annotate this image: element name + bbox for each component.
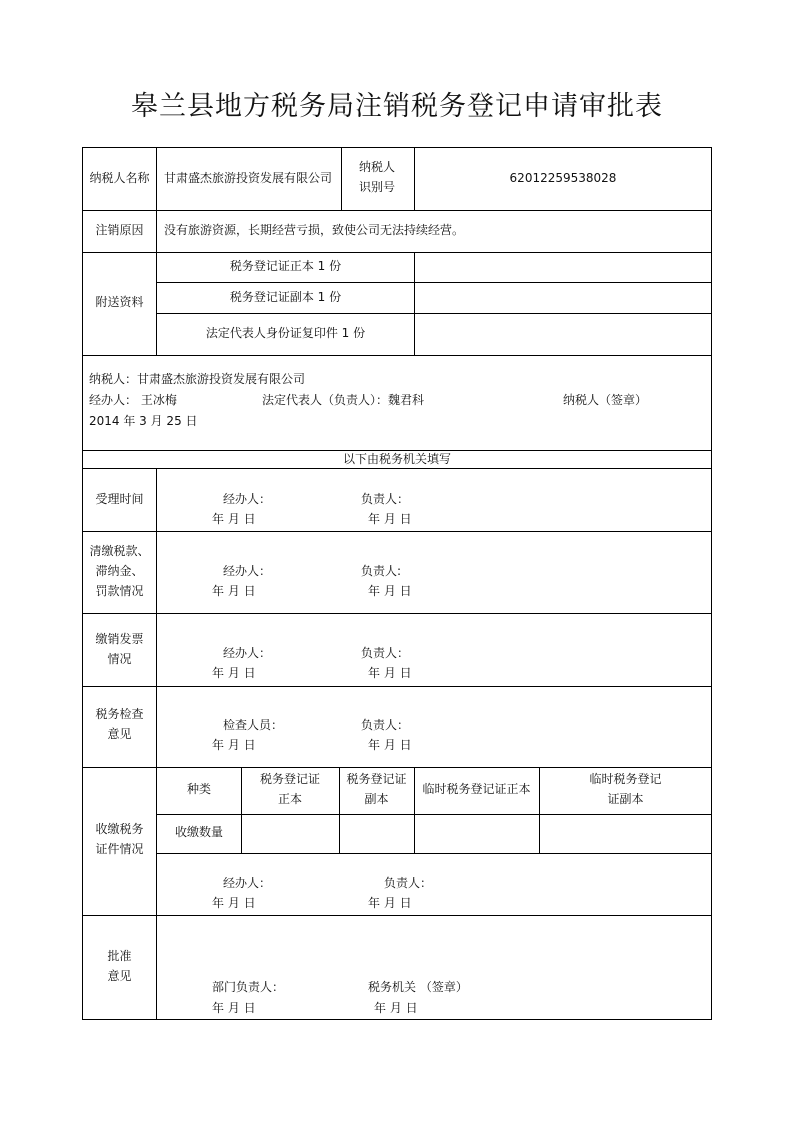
attachment-divider: [157, 313, 711, 314]
date-placeholder: 年 月 日: [368, 896, 412, 910]
date-placeholder: 年 月 日: [374, 1001, 418, 1015]
date-placeholder: 年 月 日: [368, 666, 412, 680]
dept-head-label: 部门负责人：: [212, 980, 285, 994]
handler-label: 经办人：: [223, 876, 272, 890]
approval-label: 意见: [107, 969, 132, 983]
manager-label: 负责人：: [361, 492, 410, 506]
attachment-divider: [157, 282, 711, 283]
cancel-reason-value: 没有旅游资源，长期经营亏损，致使公司无法持续经营。: [164, 223, 465, 237]
declaration-date: 2014 年 3 月 25 日: [89, 414, 198, 428]
tax-clearance-label: 滞纳金、: [95, 564, 144, 578]
row-divider: [83, 355, 711, 356]
cert-collection-label: 收缴税务: [95, 822, 144, 836]
row-divider: [83, 210, 711, 211]
date-placeholder: 年 月 日: [212, 584, 256, 598]
cert-col-header: 证副本: [607, 792, 644, 806]
tax-clearance-label: 罚款情况: [95, 584, 144, 598]
row-divider: [83, 531, 711, 532]
date-placeholder: 年 月 日: [212, 896, 256, 910]
row-divider: [83, 686, 711, 687]
declaration-seal: 纳税人（签章）: [563, 393, 648, 407]
inspector-label: 检查人员：: [223, 718, 284, 732]
taxpayer-id-label: 纳税人: [358, 160, 395, 174]
cert-col-header: 副本: [364, 792, 389, 806]
declaration-handler: 经办人： 王冰梅: [89, 393, 177, 407]
date-placeholder: 年 月 日: [212, 512, 256, 526]
attachment-item: 法定代表人身份证复印件 1 份: [205, 326, 366, 340]
cert-col-header: 临时税务登记: [589, 772, 662, 786]
row-divider: [83, 468, 711, 469]
cert-qty-label: 收缴数量: [174, 825, 223, 839]
cert-col-header: 正本: [277, 792, 302, 806]
tax-office-seal-label: 税务机关 （签章）: [368, 980, 468, 994]
attachment-item: 税务登记证正本 1 份: [229, 259, 342, 273]
cert-table-divider: [157, 853, 711, 854]
row-divider: [83, 767, 711, 768]
cancel-reason-label: 注销原因: [95, 223, 144, 237]
attachments-label: 附送资料: [95, 295, 144, 309]
date-placeholder: 年 月 日: [368, 512, 412, 526]
column-divider: [414, 252, 415, 355]
taxpayer-name-label: 纳税人名称: [89, 171, 150, 185]
taxpayer-name-value: 甘肃盛杰旅游投资发展有限公司: [164, 171, 333, 185]
manager-label: 负责人：: [384, 876, 433, 890]
inspection-label: 税务检查: [95, 707, 144, 721]
handler-label: 经办人：: [223, 492, 272, 506]
taxpayer-id-label: 识别号: [358, 180, 395, 194]
taxpayer-id-value: 62012259538028: [509, 171, 617, 185]
row-divider: [83, 252, 711, 253]
date-placeholder: 年 月 日: [212, 1001, 256, 1015]
tax-clearance-label: 清缴税款、: [89, 544, 150, 558]
manager-label: 负责人:: [361, 564, 402, 578]
tax-office-header: 以下由税务机关填写: [342, 452, 451, 466]
date-placeholder: 年 月 日: [368, 584, 412, 598]
cert-col-header: 临时税务登记证正本: [422, 782, 531, 796]
cert-kind-header: 种类: [186, 782, 211, 796]
declaration-taxpayer: 纳税人：甘肃盛杰旅游投资发展有限公司: [89, 372, 306, 386]
invoice-label: 缴销发票: [95, 632, 144, 646]
cert-collection-label: 证件情况: [95, 842, 144, 856]
cert-col-header: 税务登记证: [346, 772, 407, 786]
cert-col-header: 税务登记证: [259, 772, 320, 786]
date-placeholder: 年 月 日: [212, 666, 256, 680]
row-divider: [83, 915, 711, 916]
label-column-divider: [156, 148, 157, 210]
handler-label: 经办人：: [223, 564, 272, 578]
row-divider: [83, 613, 711, 614]
approval-label: 批准: [107, 949, 132, 963]
manager-label: 负责人：: [361, 646, 410, 660]
attachment-item: 税务登记证副本 1 份: [229, 290, 342, 304]
manager-label: 负责人：: [361, 718, 410, 732]
date-placeholder: 年 月 日: [212, 738, 256, 752]
handler-label: 经办人：: [223, 646, 272, 660]
declaration-legal-rep: 法定代表人（负责人）：魏君科: [262, 393, 425, 407]
date-placeholder: 年 月 日: [368, 738, 412, 752]
invoice-label: 情况: [107, 652, 132, 666]
accept-time-label: 受理时间: [95, 492, 144, 506]
label-column-divider: [156, 468, 157, 1020]
inspection-label: 意见: [107, 727, 132, 741]
page-title: 皋兰县地方税务局注销税务登记申请审批表: [131, 91, 663, 122]
